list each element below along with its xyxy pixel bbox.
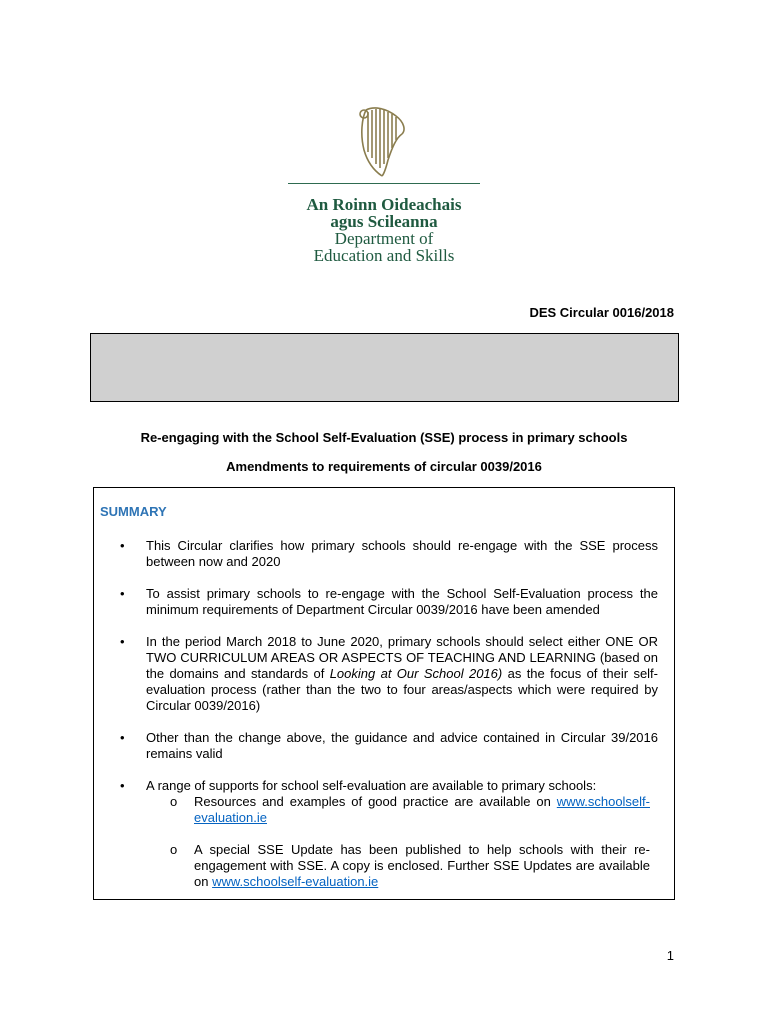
bullet-text: A range of supports for school self-evaluation are available to primary schools: [146, 778, 597, 793]
bullet-text: In the period March 2018 to June 2020, primary schools should select either ONE OR TWO CURRICULUM AREAS OR ASPECTS OF TEACHING AND LEARNING (based on the domains and standards of Looking at Our School 2016) as the focus of their self-evaluation process (rather than the two to four areas/aspects which were required by Circular 0039/2016) [146, 634, 659, 713]
summary-list [94, 538, 674, 890]
circular-number: DES Circular 0016/2018 [529, 305, 674, 320]
bullet-icon: • [120, 634, 125, 649]
logo-line-irish-1: An Roinn Oideachais [306, 195, 462, 214]
list-item [94, 634, 674, 714]
publication-title: Looking at Our School 2016) [329, 666, 503, 681]
logo-line-irish-2: agus Scileanna [330, 212, 438, 231]
department-logo [288, 104, 480, 265]
bullet-icon: • [120, 538, 125, 553]
bullet-icon: • [120, 586, 125, 601]
list-item [94, 586, 674, 618]
bullet-icon: • [120, 730, 125, 745]
sub-list-item [94, 842, 674, 890]
list-item [94, 778, 674, 794]
summary-heading: SUMMARY [100, 504, 167, 519]
bullet-text: This Circular clarifies how primary schools should re-engage with the SSE process between now and 2020 [146, 538, 658, 569]
logo-divider [288, 183, 480, 184]
sub-list-item [94, 794, 674, 826]
logo-line-english-2: Education and Skills [313, 246, 455, 265]
list-item [94, 538, 674, 570]
sse-website-link[interactable]: www.schoolself-evaluation.ie [194, 794, 650, 825]
logo-line-english-1: Department of [334, 229, 434, 248]
harp-icon [352, 104, 412, 180]
sub-item-text: Resources and examples of good practice are available on www.schoolself-evaluation.ie [194, 794, 650, 825]
bullet-text: Other than the change above, the guidance and advice contained in Circular 39/2016 remains valid [146, 730, 658, 761]
bullet-icon: • [120, 778, 125, 793]
sse-updates-link[interactable]: www.schoolself-evaluation.ie [212, 874, 379, 889]
document-title: Re-engaging with the School Self-Evaluation (SSE) process in primary schools [140, 430, 628, 445]
department-name [288, 196, 480, 264]
sub-item-text: A special SSE Update has been published to help schools with their re-engagement with SSE. A copy is enclosed. Further SSE Updates are available on www.schoolself-evaluation.ie [194, 842, 650, 889]
shaded-header-box [90, 333, 679, 402]
document-subtitle: Amendments to requirements of circular 0039/2016 [226, 459, 542, 474]
circle-bullet-icon: o [170, 842, 178, 857]
summary-box [93, 487, 675, 900]
list-item [94, 730, 674, 762]
circle-bullet-icon: o [170, 794, 178, 809]
bullet-text: To assist primary schools to re-engage with the School Self-Evaluation process the minimum requirements of Department Circular 0039/2016 have been amended [146, 586, 658, 617]
page-number: 1 [666, 948, 674, 963]
